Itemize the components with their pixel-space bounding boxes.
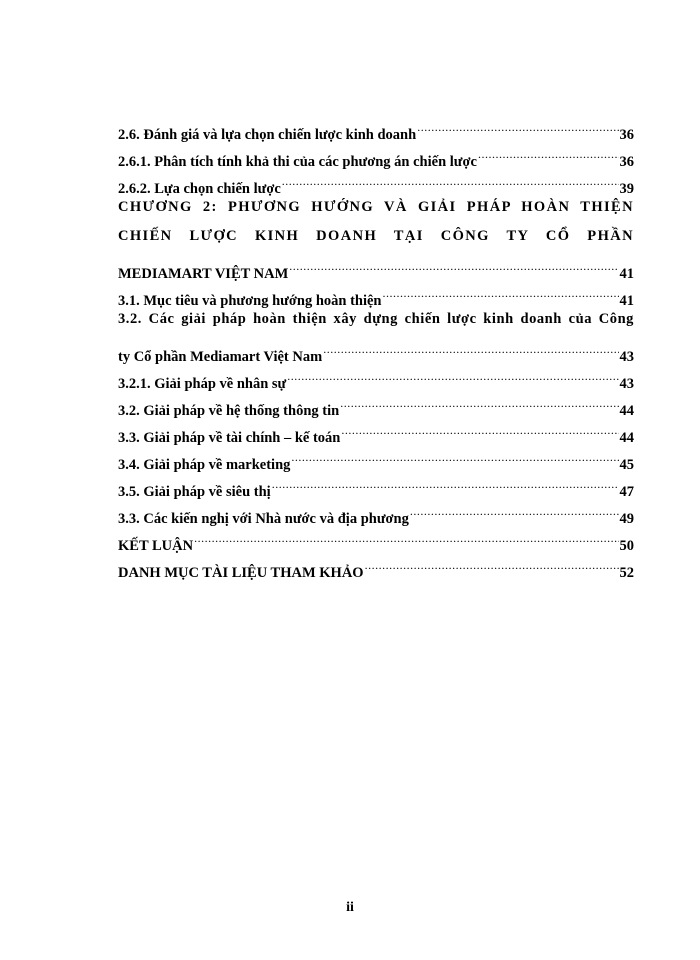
toc-entry-title: 2.6. Đánh giá và lựa chọn chiến lược kinh doanh [118,127,417,143]
toc-entry-page: 52 [619,565,634,581]
toc-entry-title: KẾT LUẬN [118,538,194,554]
toc-entry-3-2 [118,334,634,365]
toc-entry-page: 43 [619,376,634,392]
toc-dot-leader [417,112,618,139]
page-number: ii [346,900,354,915]
toc-entry-page: 47 [619,484,634,500]
toc-entry [118,112,634,143]
toc-entry-page: 41 [619,293,634,309]
toc-dot-leader [340,388,618,415]
toc-dot-leader [478,139,619,166]
toc-entry-page: 41 [619,266,634,282]
toc-entry-references [118,550,634,581]
toc-entry-title: 3.5. Giải pháp về siêu thị [118,484,271,500]
toc-entry-conclusion [118,523,634,554]
toc-entry-page: 45 [619,457,634,473]
toc-entry-page: 44 [619,403,634,419]
toc-entry-title: 3.3. Các kiến nghị với Nhà nước và địa phương [118,511,409,527]
toc-dot-leader [289,251,618,278]
table-of-contents [118,112,634,581]
toc-entry-title: 3.1. Mục tiêu và phương hướng hoàn thiện [118,293,382,309]
toc-entry-page: 44 [619,430,634,446]
toc-entry-page: 39 [619,181,634,197]
toc-dot-leader [365,550,619,577]
toc-entry-page: 49 [619,511,634,527]
toc-entry-page: 36 [619,154,634,170]
toc-dot-leader [282,166,619,193]
toc-entry-page: 43 [619,349,634,365]
toc-dot-leader [323,334,618,361]
toc-entry-3-2-line-1: 3.2. Các giải pháp hoàn thiện xây dựng chiến lược kinh doanh của Công [118,311,634,327]
chapter-heading-line-1: CHƯƠNG 2: PHƯƠNG HƯỚNG VÀ GIẢI PHÁP HOÀN THIỆN [118,199,634,215]
chapter-heading-line-2: CHIẾN LƯỢC KINH DOANH TẠI CÔNG TY CỔ PHẦN [118,228,634,244]
toc-dot-leader [272,469,619,496]
chapter-heading-line-3: MEDIAMART VIỆT NAM [118,266,289,282]
toc-entry-title: 3.2. Giải pháp về hệ thống thông tin [118,403,340,419]
toc-entry-title: 2.6.1. Phân tích tính khả thi của các phương án chiến lược [118,154,477,170]
toc-dot-leader [383,278,619,305]
toc-entry-page: 50 [619,538,634,554]
toc-dot-leader [194,523,618,550]
toc-entry-chapter-2 [118,251,634,282]
toc-entry-title: 3.3. Giải pháp về tài chính – kế toán [118,430,341,446]
toc-entry-page: 36 [619,127,634,143]
toc-entry-title: 3.4. Giải pháp về marketing [118,457,291,473]
toc-entry-3-2-line-2: ty Cổ phần Mediamart Việt Nam [118,349,323,365]
toc-dot-leader [410,496,619,523]
toc-dot-leader [341,415,618,442]
toc-dot-leader [287,361,618,388]
toc-entry-title: DANH MỤC TÀI LIỆU THAM KHẢO [118,565,364,581]
toc-dot-leader [291,442,618,469]
toc-entry-title: 2.6.2. Lựa chọn chiến lược [118,181,281,197]
toc-entry-title: 3.2.1. Giải pháp về nhân sự [118,376,287,392]
